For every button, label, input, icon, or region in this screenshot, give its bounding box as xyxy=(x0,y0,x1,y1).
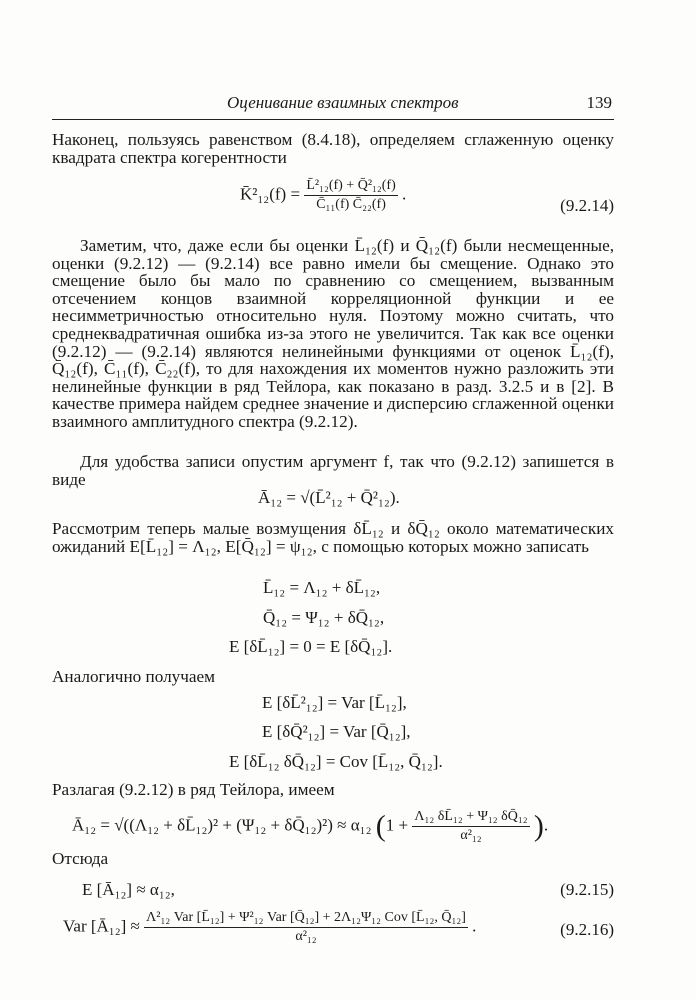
eq-taylor-lhs: Ā₁₂ = √((Λ₁₂ + δL̄₁₂)² + (Ψ₁₂ + δQ̄₁₂)²) ≈ α₁₂ xyxy=(72,815,372,835)
paragraph-1: Наконец, пользуясь равенством (8.4.18), определяем сглаженную оценку квадрата спектра когерентности xyxy=(52,130,614,167)
paragraph-3 xyxy=(52,453,614,488)
running-title: Оценивание взаимных спектров xyxy=(227,93,459,112)
equation-var-L: E [δL̄²₁₂] = Var [L̄₁₂], xyxy=(262,693,407,712)
eq-9-2-16-denominator: α²₁₂ xyxy=(295,929,317,944)
equation-9-2-16 xyxy=(63,910,476,945)
eq-9-2-14-numerator: L̄²₁₂(f) + Q̄²₁₂(f) xyxy=(304,178,397,196)
eq-taylor-denominator: α²₁₂ xyxy=(460,828,482,843)
equation-amplitude: Ā₁₂ = √(L̄²₁₂ + Q̄²₁₂). xyxy=(258,488,400,507)
page-number: 139 xyxy=(586,93,612,112)
equation-cov: E [δL̄₁₂ δQ̄₁₂] = Cov [L̄₁₂, Q̄₁₂]. xyxy=(229,752,443,771)
equation-E-zero: E [δL̄₁₂] = 0 = E [δQ̄₁₂]. xyxy=(229,637,393,656)
eq-number-9-2-14: (9.2.14) xyxy=(560,196,614,215)
eq-9-2-16-tail: . xyxy=(472,916,477,936)
eq-9-2-14-tail: . xyxy=(402,184,407,204)
eq-number-9-2-16: (9.2.16) xyxy=(560,920,614,939)
equation-9-2-15: E [Ā₁₂] ≈ α₁₂, xyxy=(82,880,175,899)
eq-9-2-14-fraction xyxy=(304,178,397,213)
equation-taylor: Ā₁₂ = √((Λ₁₂ + δL̄₁₂)² + (Ψ₁₂ + δQ̄₁₂)²) ≈ α₁₂ (1 + $\frac{\text{Λ₁₂ δL̄₁₂ + Ψ₁₂ δQ̄₁₂}}{\text{α²₁₂}}$ ). xyxy=(72,809,549,843)
eq-9-2-16-fraction xyxy=(144,910,468,945)
equation-9-2-14 xyxy=(240,178,406,213)
equation-L: L̄₁₂ = Λ₁₂ + δL̄₁₂, xyxy=(263,578,381,597)
paragraph-4: Рассмотрим теперь малые возмущения δL̄₁₂ и δQ̄₁₂ около математических ожиданий E[L̄₁₂] = Λ₁₂, E[Q̄₁₂] = ψ₁₂, с помощью которых можно записать xyxy=(52,519,614,556)
eq-9-2-14-lhs: K̄²₁₂(f) = xyxy=(240,184,301,204)
paragraph-2-text: Заметим, что, даже если бы оценки L̄₁₂(f) и Q̄₁₂(f) были несмещенные, оценки (9.2.12) — (9.2.14) все равно имели бы смещение. Однако это смещение было бы мало по сравнению со смещением, вызванным отсечением концов взаимной корреляционной функции и ее несимметричностью относительно нуля. Поэтому можно считать, что среднеквадратичная ошибка из-за этого не увеличится. Так как все оценки (9.2.12) — (9.2.14) являются нелинейными функциями от оценок L̄₁₂(f), Q̄₁₂(f), C̄₁₁(f), C̄₂₂(f), то для нахождения их моментов нужно разложить эти нелинейные функции в ряд Тейлора, как показано в разд. 3.2.5 и в [2]. В качестве примера найдем среднее значение и дисперсию сглаженной оценки взаимного амплитудного спектра (9.2.12). xyxy=(52,236,614,431)
eq-9-2-16-lhs: Var [Ā₁₂] ≈ xyxy=(63,916,140,936)
equation-var-Q: E [δQ̄²₁₂] = Var [Q̄₁₂], xyxy=(262,722,411,741)
paragraph-7: Отсюда xyxy=(52,849,109,868)
eq-taylor-fraction xyxy=(412,809,529,844)
eq-9-2-16-numerator: Λ²₁₂ Var [L̄₁₂] + Ψ²₁₂ Var [Q̄₁₂] + 2Λ₁₂Ψ₁₂ Cov [L̄₁₂, Q̄₁₂] xyxy=(144,910,468,928)
paragraph-5: Аналогично получаем xyxy=(52,667,216,686)
eq-9-2-14-denominator: C̄₁₁(f) C̄₂₂(f) xyxy=(316,197,386,212)
paragraph-3-text: Для удобства записи опустим аргумент f, так что (9.2.12) запишется в виде xyxy=(52,452,614,489)
eq-taylor-numerator: Λ₁₂ δL̄₁₂ + Ψ₁₂ δQ̄₁₂ xyxy=(412,809,529,827)
paragraph-6: Разлагая (9.2.12) в ряд Тейлора, имеем xyxy=(52,780,335,799)
eq-number-9-2-15: (9.2.15) xyxy=(560,880,614,899)
paragraph-2 xyxy=(52,237,614,431)
running-header xyxy=(52,93,614,120)
equation-Q: Q̄₁₂ = Ψ₁₂ + δQ̄₁₂, xyxy=(263,608,385,627)
